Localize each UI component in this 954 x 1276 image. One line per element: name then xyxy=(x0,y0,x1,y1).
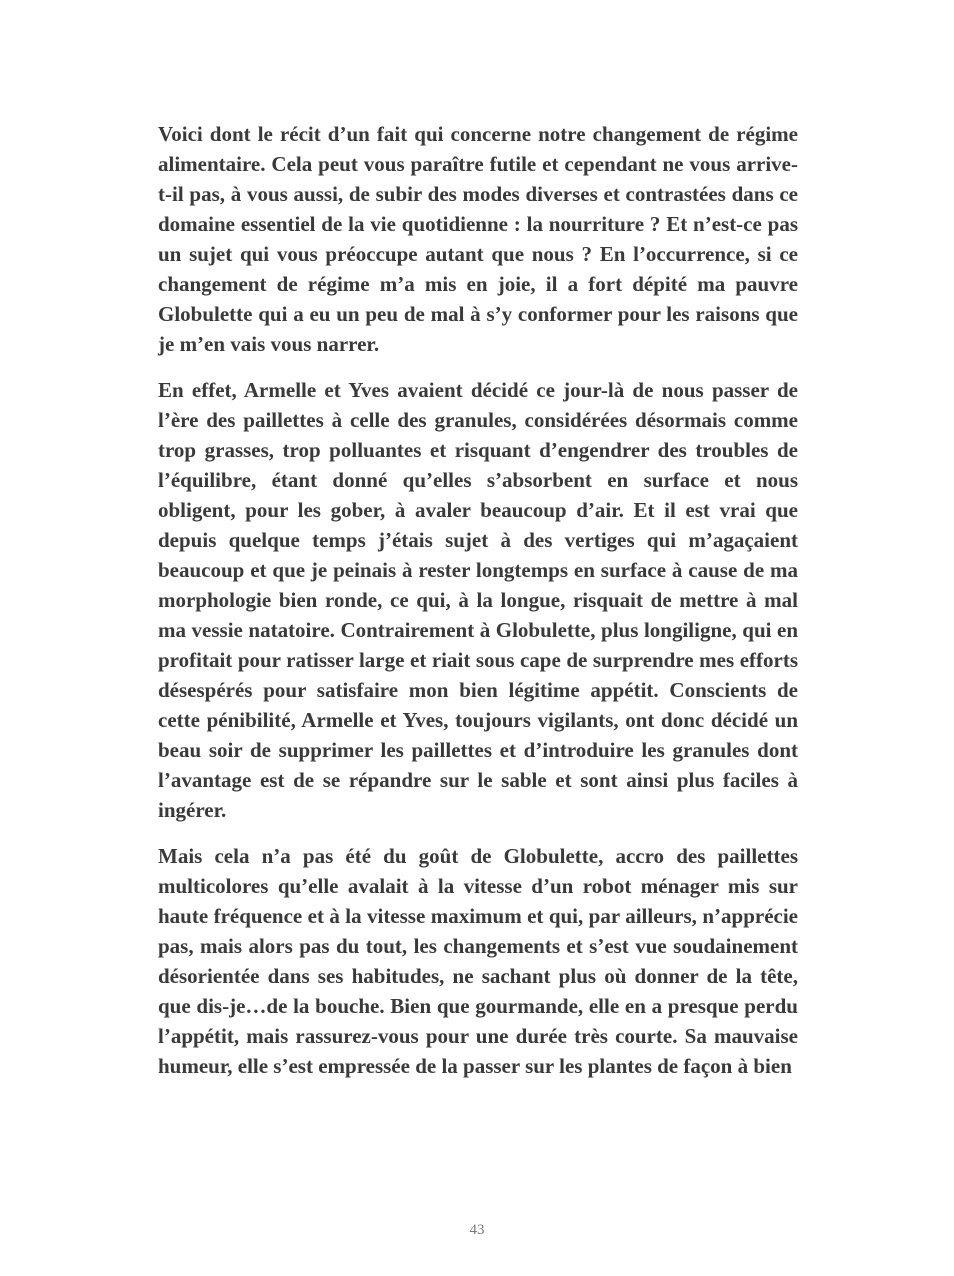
paragraph-1: Voici dont le récit d’un fait qui concerne notre changement de régime alimentaire. Cela peut vous paraître futile et cependant ne vous arrive-t-il pas, à vous aussi, de subir des modes diverses et contrastées dans ce domaine essentiel de la vie quotidienne : la nourriture ? Et n’est-ce pas un sujet qui vous préoccupe autant que nous ? En l’occurrence, si ce changement de régime m’a mis en joie, il a fort dépité ma pauvre Globulette qui a eu un peu de mal à s’y conformer pour les raisons que je m’en vais vous narrer. xyxy=(158,122,798,356)
paragraph-3: Mais cela n’a pas été du goût de Globulette, accro des paillettes multicolores qu’elle avalait à la vitesse d’un robot ménager mis sur haute fréquence et à la vitesse maximum et qui, par ailleurs, n’apprécie pas, mais alors pas du tout, les changements et s’est vue soudainement désorientée dans ses habitudes, ne sachant plus où donner de la tête, que dis-je…de la bouche. Bien que gourmande, elle en a presque perdu l’appétit, mais rassurez-vous pour une durée très courte. Sa mauvaise humeur, elle s’est empressée de la passer sur les plantes de façon à bien xyxy=(158,844,798,1078)
body-text xyxy=(158,119,798,1097)
paragraph-2: En effet, Armelle et Yves avaient décidé ce jour-là de nous passer de l’ère des paillettes à celle des granules, considérées désormais comme trop grasses, trop polluantes et risquant d’engendrer des troubles de l’équilibre, étant donné qu’elles s’absorbent en surface et nous obligent, pour les gober, à avaler beaucoup d’air. Et il est vrai que depuis quelque temps j’étais sujet à des vertiges qui m’agaçaient beaucoup et que je peinais à rester longtemps en surface à cause de ma morphologie bien ronde, ce qui, à la longue, risquait de mettre à mal ma vessie natatoire. Contrairement à Globulette, plus longiligne, qui en profitait pour ratisser large et riait sous cape de surprendre mes efforts désespérés pour satisfaire mon bien légitime appétit. Conscients de cette pénibilité, Armelle et Yves, toujours vigilants, ont donc décidé un beau soir de supprimer les paillettes et d’introduire les granules dont l’avantage est de se répandre sur le sable et sont ainsi plus faciles à ingérer. xyxy=(158,378,798,822)
page-number: 43 xyxy=(469,1222,485,1238)
